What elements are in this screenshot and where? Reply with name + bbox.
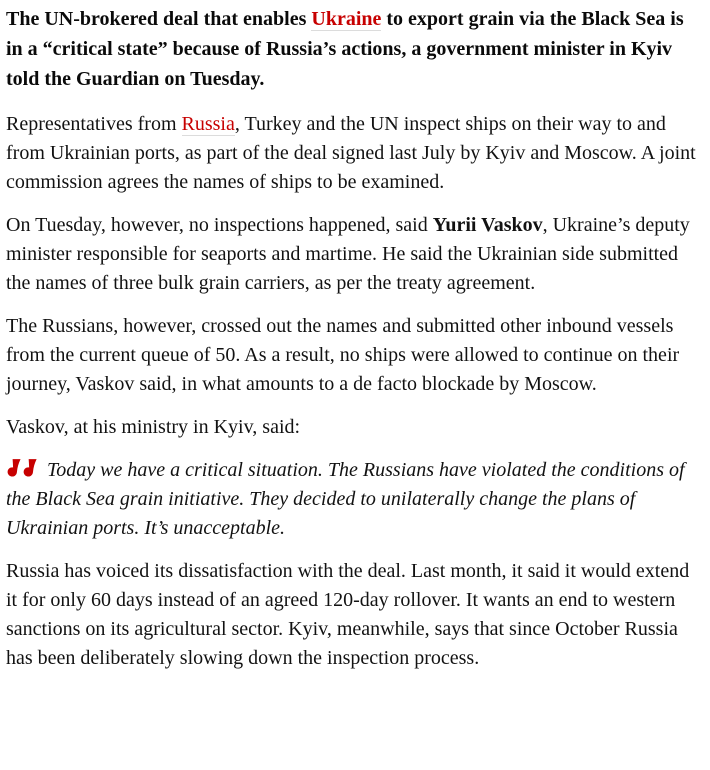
inspections-text-pre: Representatives from: [6, 113, 182, 135]
intro-paragraph: [6, 4, 702, 94]
paragraph-inspections: [6, 110, 702, 197]
pull-quote-text: Today we have a critical situation. The Russians have violated the conditions of the Black Sea grain initiative. They decided to unilaterally change the plans of Ukrainian ports. It’s unacceptable.: [6, 459, 685, 539]
no-inspections-text-pre: On Tuesday, however, no inspections happened, said: [6, 214, 433, 236]
yurii-vaskov-name: Yurii Vaskov: [432, 214, 543, 236]
inspections-text-post: , Turkey and the UN inspect ships on their way to and from Ukrainian ports, as part of the deal signed last July by Kyiv and Moscow. A joint commission agrees the names of ships to be examined.: [6, 113, 696, 193]
paragraph-russians-crossed: The Russians, however, crossed out the names and submitted other inbound vessels from the current queue of 50. As a result, no ships were allowed to continue on their journey, Vaskov said, in what amounts to a de facto blockade by Moscow.: [6, 315, 680, 395]
paragraph-no-inspections: [6, 211, 702, 298]
paragraph-vaskov-said: Vaskov, at his ministry in Kyiv, said:: [6, 416, 301, 438]
russia-link[interactable]: Russia: [181, 113, 235, 135]
pull-quote: [6, 456, 702, 543]
paragraph-russia-dissatisfaction: Russia has voiced its dissatisfaction with the deal. Last month, it said it would extend it for only 60 days instead of an agreed 120-day rollover. It wants an end to western sanctions on its agricultural sector. Kyiv, meanwhile, says that since October Russia has been deliberately slowing down the inspection process.: [6, 560, 690, 669]
quote-marks-icon: [6, 459, 40, 479]
no-inspections-text-post: , Ukraine’s deputy minister responsible for seaports and martime. He said the Ukrainian side submitted the names of three bulk grain carriers, as per the treaty agreement.: [6, 214, 690, 294]
intro-text-pre: The UN-brokered deal that enables: [6, 8, 312, 30]
ukraine-link[interactable]: Ukraine: [311, 8, 382, 30]
intro-text-post: to export grain via the Black Sea is in a “critical state” because of Russia’s actions, a government minister in Kyiv told the Guardian on Tuesday.: [6, 8, 684, 90]
